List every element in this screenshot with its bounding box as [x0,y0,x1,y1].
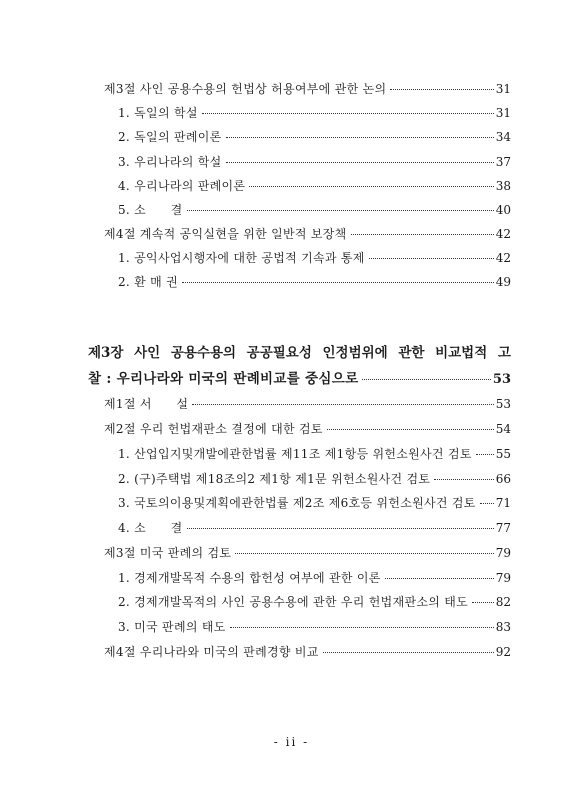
toc-entry-subsection [118,104,511,121]
chapter-title-line-2 [88,367,511,387]
toc-entry-page: 66 [495,472,511,486]
toc-entry-page: 34 [495,130,511,144]
toc-entry-title: 제4절 우리나라와 미국의 판례경향 비교 [104,645,319,659]
dot-leader [249,186,493,187]
toc-entry-page: 83 [495,620,511,634]
toc-entry-subsection [118,201,511,218]
toc-entry-page: 92 [495,645,511,659]
toc-entry-page: 40 [495,203,511,217]
dot-leader [187,210,494,211]
toc-entry-title: 제2절 우리 헌법재판소 결정에 대한 검토 [104,422,323,436]
toc-entry-title: 제1절 서 설 [104,397,189,411]
chapter-title-word: 고 [497,345,511,361]
dot-leader [226,137,494,138]
toc-entry-title: 2. (구)주택법 제18조의2 제1항 제1문 위헌소원사건 검토 [118,472,431,486]
toc-entry-subsection [118,273,511,290]
dot-leader [235,553,493,554]
dot-leader [434,479,493,480]
toc-entry-page: 82 [495,595,511,609]
toc-entry-title: 1. 산업입지및개발에관한법률 제11조 제1항등 위헌소원사건 검토 [118,447,472,461]
toc-entry-title: 3. 미국 판례의 태도 [118,620,226,634]
toc-entry-title: 제4절 계속적 공익실현을 위한 일반적 보장책 [104,227,347,241]
chapter-title-word: 사인 [134,345,161,361]
toc-entry-title: 2. 경제개발목적의 사인 공용수용에 관한 우리 헌법재판소의 태도 [118,595,469,609]
toc-entry-section [104,225,511,242]
toc-entry-subsection [118,593,511,610]
toc-entry-subsection [118,128,511,145]
toc-entry-title: 3. 국토의이용및계획에관한법률 제2조 제6호등 위헌소원사건 검토 [118,496,476,510]
dot-leader [480,503,494,504]
toc-entry-page: 42 [495,227,511,241]
toc-entry-page: 79 [495,571,511,585]
toc-entry-page: 55 [495,447,511,461]
toc-entry-page: 49 [495,275,511,289]
toc-entry-page: 42 [495,251,511,265]
toc-entry-subsection [118,569,511,586]
toc-entry-page: 79 [495,546,511,560]
toc-entry-section [104,395,511,412]
dot-leader [323,652,494,653]
toc-entry-page: 71 [495,496,511,510]
toc-entry-page: 53 [495,397,511,411]
dot-leader [230,627,494,628]
toc-entry-page: 38 [495,179,511,193]
toc-entry-page: 54 [495,422,511,436]
toc-entry-subsection [118,153,511,170]
toc-entry-subsection [118,177,511,194]
chapter-title-word: 인정범위에 [322,345,388,361]
toc-entry-page: 31 [495,82,511,96]
dot-leader [385,578,494,579]
chapter-title-word: 제3장 [88,345,124,361]
toc-entry-subsection [118,494,511,511]
toc-entry-subsection [118,249,511,266]
toc-entry-subsection [118,470,511,487]
toc-entry-title: 5. 소 결 [118,203,183,217]
dot-leader [472,602,494,603]
toc-entry-title: 2. 독일의 판례이론 [118,130,222,144]
toc-entry-page: 37 [495,155,511,169]
toc-entry-page: 31 [495,106,511,120]
dot-leader [327,429,494,430]
toc-entry-title: 1. 독일의 학설 [118,106,198,120]
chapter-title-word: 공용수용의 [170,345,237,361]
toc-entry-title: 1. 공익사업시행자에 대한 공법적 기속과 통제 [118,251,365,265]
dot-leader [390,89,493,90]
dot-leader [369,258,494,259]
dot-leader [202,113,494,114]
dot-leader [351,234,494,235]
toc-entry-title: 1. 경제개발목적 수용의 합헌성 여부에 관한 이론 [118,571,381,585]
toc-entry-section [104,544,511,561]
toc-entry-section [104,420,511,437]
dot-leader [226,162,494,163]
toc-entry-title: 제3절 사인 공용수용의 헌법상 허용여부에 관한 논의 [104,82,387,96]
toc-entry-title: 4. 소 결 [118,521,183,535]
toc-entry-section [104,643,511,660]
chapter-title-word: 공공필요성 [246,345,312,361]
chapter-title-line-1 [88,341,511,361]
toc-entry-title: 4. 우리나라의 판례이론 [118,179,246,193]
dot-leader [182,282,494,283]
page-number-footer: - ii - [273,735,310,749]
dot-leader [362,379,490,380]
toc-entry-page: 77 [495,521,511,535]
toc-entry-title: 3. 우리나라의 학설 [118,155,222,169]
dot-leader [476,454,494,455]
chapter-title-word: 비교법적 [435,345,488,361]
chapter-title-text: 찰 : 우리나라와 미국의 판례비교를 중심으로 [88,371,359,387]
dot-leader [192,404,494,405]
toc-entry-subsection [118,519,511,536]
chapter-page: 53 [492,372,511,387]
toc-entry-title: 2. 환 매 권 [118,275,179,289]
toc-entry-section [104,80,511,97]
toc-entry-title: 제3절 미국 판례의 검토 [104,546,232,560]
dot-leader [187,528,494,529]
toc-entry-subsection [118,618,511,635]
chapter-title-word: 관한 [398,345,425,361]
toc-entry-subsection [118,445,511,462]
